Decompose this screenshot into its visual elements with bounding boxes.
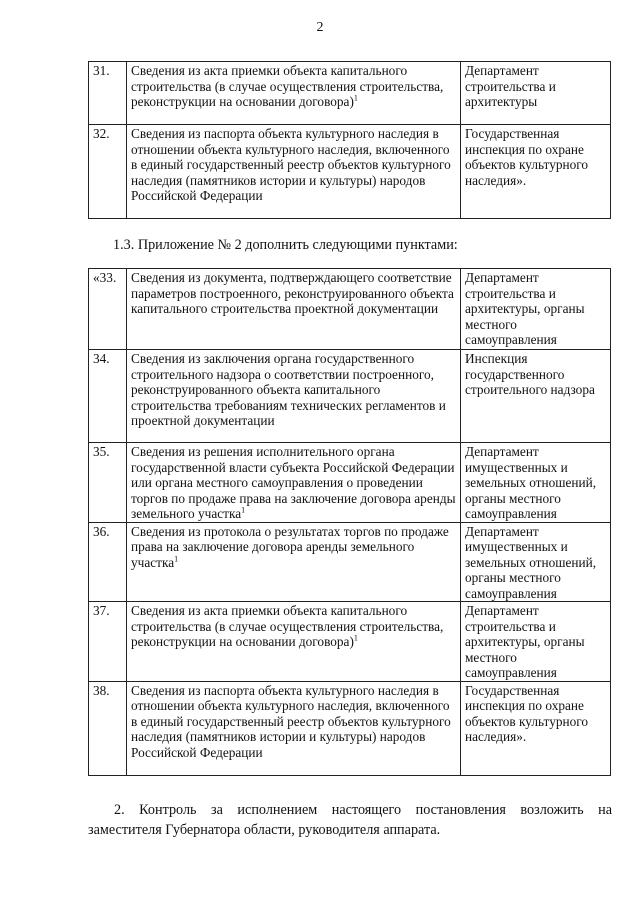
row-organization: Государственная инспекция по охране объектов культурного наследия».: [461, 125, 611, 219]
section-1-3-heading: 1.3. Приложение № 2 дополнить следующими пунктами:: [113, 237, 458, 253]
table-row: [89, 443, 611, 523]
footnote-mark: 1: [241, 505, 246, 515]
row-number: 32.: [89, 125, 127, 219]
row-number: 31.: [89, 62, 127, 125]
row-description-text: Сведения из заключения органа государственного строительного надзора о соответствии построенного, реконструированного объекта капитального строительства требованиям технических регламентов и проектной документации: [131, 351, 446, 428]
row-description-text: Сведения из акта приемки объекта капитального строительства (в случае осуществления строительства, реконструкции на основании договора): [131, 603, 444, 649]
row-number: 37.: [89, 602, 127, 682]
table-row: [89, 125, 611, 219]
row-description-text: Сведения из протокола о результатах торгов по продаже права на заключение договора аренды земельного участка: [131, 523, 449, 570]
services-table-continued: [88, 61, 611, 219]
row-description-text: Сведения из документа, подтверждающего соответствие параметров построенного, реконструированного объекта капитального строительства проектной документации: [131, 270, 454, 316]
row-organization: Департамент имущественных и земельных отношений, органы местного самоуправления: [461, 522, 611, 602]
row-number: 34.: [89, 350, 127, 443]
row-number: 36.: [89, 522, 127, 602]
table-row: [89, 350, 611, 443]
table-row: [89, 269, 611, 350]
footnote-mark: 1: [353, 93, 358, 103]
row-number: 38.: [89, 681, 127, 775]
row-organization: Государственная инспекция по охране объектов культурного наследия».: [461, 681, 611, 775]
page-number: 2: [316, 20, 324, 35]
row-description: [127, 62, 461, 125]
row-description: [127, 443, 461, 523]
row-description: [127, 681, 461, 775]
row-organization: Инспекция государственного строительного надзора: [461, 350, 611, 443]
footnote-mark: 1: [353, 633, 358, 643]
table-row: [89, 62, 611, 125]
table-row: [89, 602, 611, 682]
row-description-text: Сведения из решения исполнительного органа государственной власти субъекта Российской Федерации или органа местного самоуправления о проведении торгов по продаже права на заключение договора аренды земельного участка: [131, 444, 456, 521]
row-organization: Департамент строительства и архитектуры, органы местного самоуправления: [461, 602, 611, 682]
row-description: [127, 350, 461, 443]
row-description: [127, 269, 461, 350]
row-description: [127, 125, 461, 219]
row-description: [127, 602, 461, 682]
row-organization: Департамент имущественных и земельных отношений, органы местного самоуправления: [461, 443, 611, 523]
closing-paragraph: 2. Контроль за исполнением настоящего постановления возложить на заместителя Губернатора области, руководителя аппарата.: [88, 802, 612, 838]
row-number: 35.: [89, 443, 127, 523]
row-organization: Департамент строительства и архитектуры: [461, 62, 611, 125]
footnote-mark: 1: [174, 554, 179, 564]
appendix-2-table: [88, 268, 611, 776]
row-description: [127, 522, 461, 602]
row-description-text: Сведения из паспорта объекта культурного наследия в отношении объекта культурного наследия, включенного в единый государственный реестр объектов культурного наследия (памятников истории и культуры) народов Российской Федерации: [131, 126, 451, 203]
row-description-text: Сведения из акта приемки объекта капитального строительства (в случае осуществления строительства, реконструкции на основании договора): [131, 63, 444, 109]
row-number: «33.: [89, 269, 127, 350]
table-row: [89, 522, 611, 602]
row-organization: Департамент строительства и архитектуры, органы местного самоуправления: [461, 269, 611, 350]
row-description-text: Сведения из паспорта объекта культурного наследия в отношении объекта культурного наследия, включенного в единый государственный реестр объектов культурного наследия (памятников истории и культуры) народов Российской Федерации: [131, 682, 451, 760]
table-row: [89, 681, 611, 775]
